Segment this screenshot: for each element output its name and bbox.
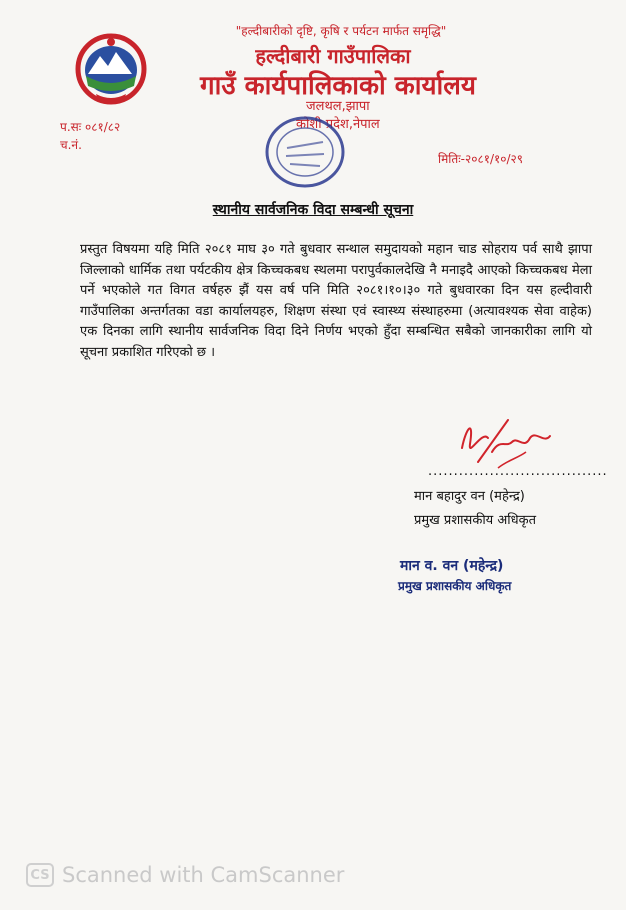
signer-name: मान बहादुर वन (महेन्द्र) — [414, 489, 525, 504]
address-line-1: जलथल,झापा — [306, 99, 370, 114]
camscanner-logo-icon: CS — [26, 863, 54, 887]
issue-date: मितिः-२०८१/१०/२९ — [438, 152, 523, 166]
dispatch-number: च.नं. — [60, 138, 82, 152]
reference-number: प.सः ०८१/८२ — [60, 120, 121, 134]
camscanner-watermark — [26, 862, 344, 888]
watermark-text: Scanned with CamScanner — [62, 863, 345, 887]
office-name: हल्दीबारी गाउँपालिका — [255, 44, 411, 68]
address-line-2: कोशी प्रदेश,नेपाल — [296, 117, 380, 132]
notice-subject: स्थानीय सार्वजनिक विदा सम्बन्धी सूचना — [212, 202, 414, 218]
signer-title: प्रमुख प्रशासकीय अधिकृत — [414, 513, 537, 528]
title-stamp: प्रमुख प्रशासकीय अधिकृत — [398, 579, 512, 593]
signature-line: ................................... — [428, 464, 608, 479]
office-seal-stamp — [262, 112, 348, 192]
name-stamp: मान व. वन (महेन्द्र) — [400, 558, 504, 574]
notice-body: प्रस्तुत विषयमा यहि मिति २०८१ माघ ३० गते बुधवार सन्थाल समुदायको महान चाड सोहराय पर्व साथै झापा जिल्लाको धार्मिक तथा पर्यटकीय क्षेत्र किच्चकबध स्थलमा परापुर्वकालदेखि नै मनाइदै आएको किच्चकबध मेला पर्ने भएकोले गत विगत वर्षहरु झैं यस वर्ष पनि मिति २०८१।१०।३० गते बुधवारका दिन यस हल्दीवारी गाउँपालिका अन्तर्गतका वडा कार्यालयहरु, शिक्षण संस्था एवं स्वास्थ्य संस्थाहरुमा (अत्यावश्यक सेवा वाहेक) एक दिनका लागि स्थानीय सार्वजनिक विदा दिने निर्णय भएको हुँदा सम्बन्धित सबैको जानकारीका लागि यो सूचना प्रकाशित गरिएको छ । — [80, 242, 592, 360]
slogan: "हल्दीबारीको दृष्टि, कृषि र पर्यटन मार्फत समृद्धि" — [235, 24, 447, 38]
office-type-title: गाउँ कार्यपालिकाको कार्यालय — [200, 71, 476, 101]
